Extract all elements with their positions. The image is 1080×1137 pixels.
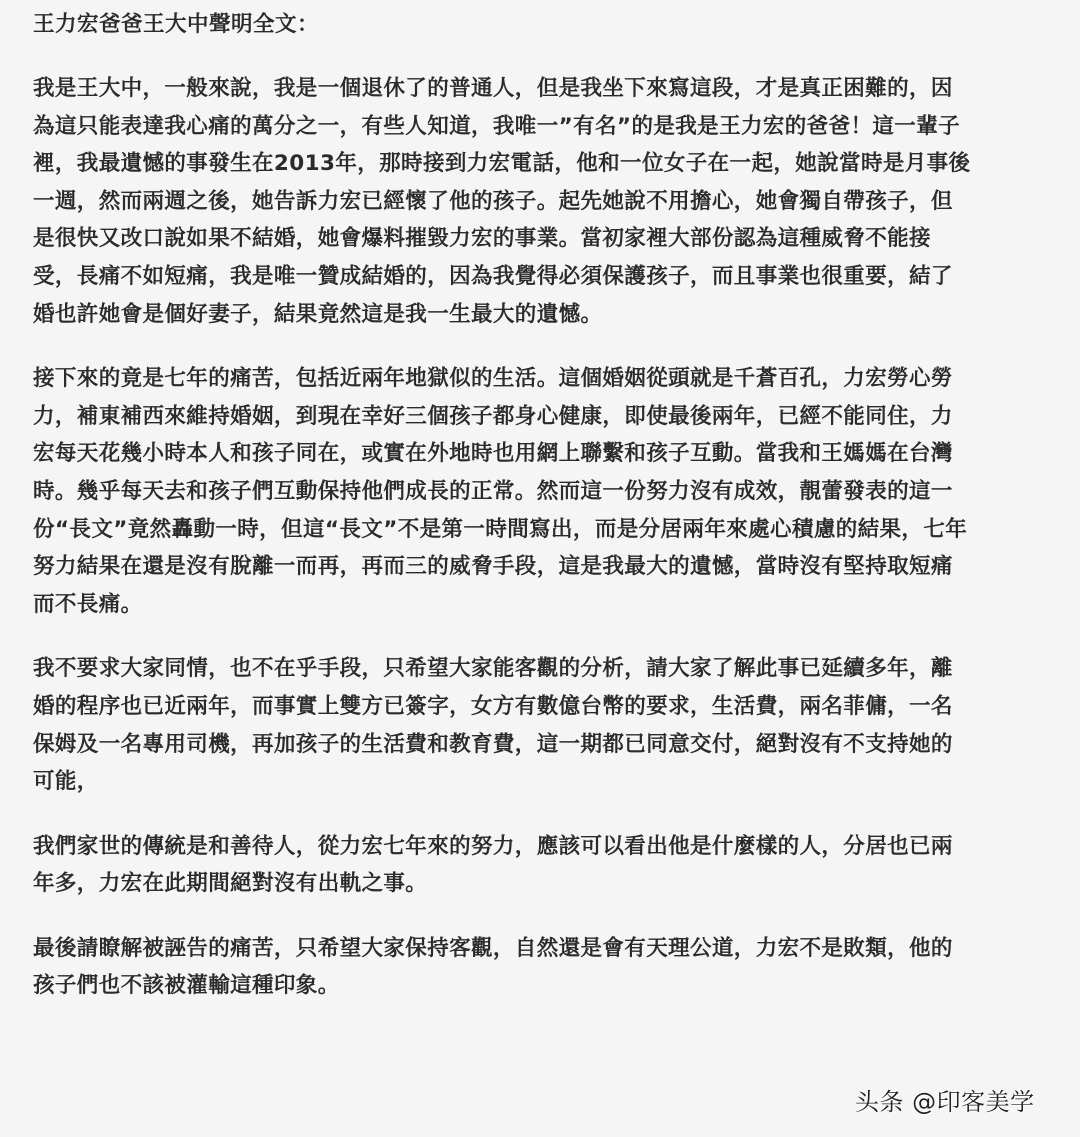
- text-line: 婚也許她會是個好妻子，結果竟然這是我一生最大的遺憾。: [33, 301, 603, 327]
- text-line: 可能，: [33, 769, 99, 795]
- text-line: 我是王大中，一般來說，我是一個退休了的普通人，但是我坐下來寫這段，才是真正困難的，因: [33, 76, 953, 101]
- statement-document: [33, 6, 1058, 1032]
- text-line: 年多，力宏在此期間絕對沒有出軌之事。: [33, 871, 428, 897]
- text-line: 宏每天花幾小時本人和孩子同在，或實在外地時也用網上聯繫和孩子互動。當我和王媽媽在台灣: [33, 441, 953, 467]
- text-line: 而不長痛。: [33, 591, 143, 617]
- text-line: 我不要求大家同情，也不在乎手段，只希望大家能客觀的分析，請大家了解此事已延續多年，離: [33, 656, 953, 682]
- text-line: 裡，我最遺憾的事發生在2013年，那時接到力宏電話，他和一位女子在一起，她說當時是月事後: [33, 151, 971, 177]
- text-line: 是很快又改口說如果不結婚，她會爆料摧毀力宏的事業。當初家裡大部份認為這種威脅不能接: [33, 226, 931, 252]
- paragraph-5: [33, 930, 1058, 1005]
- text-line: 一週，然而兩週之後，她告訴力宏已經懷了他的孩子。起先她說不用擔心，她會獨自帶孩子，但: [33, 188, 953, 214]
- document-title: 王力宏爸爸王大中聲明全文：: [33, 12, 320, 37]
- text-line: 受，長痛不如短痛，我是唯一贊成結婚的，因為我覺得必須保護孩子，而且事業也很重要，結了: [33, 263, 953, 289]
- text-line: 接下來的竟是七年的痛苦，包括近兩年地獄似的生活。這個婚姻從頭就是千蒼百孔，力宏勞心勞: [33, 366, 953, 392]
- text-line: 時。幾乎每天去和孩子們互動保持他們成長的正常。然而這一份努力沒有成效，靚蕾發表的這一: [33, 478, 953, 504]
- text-line: 份“長文”竟然轟動一時，但這“長文”不是第一時間寫出，而是分居兩年來處心積慮的結果，七年: [33, 516, 968, 542]
- paragraph-2: [33, 360, 1058, 623]
- watermark: 头条 @印客美学: [855, 1088, 1035, 1116]
- text-line: 婚的程序也已近兩年，而事實上雙方已簽字，女方有數億台幣的要求，生活費，兩名菲傭，一名: [33, 693, 953, 719]
- text-line: 孩子們也不該被灌輸這種印象。: [33, 973, 340, 999]
- text-line: 保姆及一名專用司機，再加孩子的生活費和教育費，這一期都已同意交付，絕對沒有不支持她的: [33, 731, 953, 757]
- text-line: 努力結果在還是沒有脫離一而再，再而三的威脅手段，這是我最大的遺憾，當時沒有堅持取短痛: [33, 554, 953, 580]
- paragraph-4: [33, 828, 1058, 903]
- text-line: 我們家世的傳統是和善待人，從力宏七年來的努力，應該可以看出他是什麼樣的人，分居也已兩: [33, 833, 953, 859]
- paragraph-3: [33, 650, 1058, 800]
- text-line: 力，補東補西來維持婚姻，到現在幸好三個孩子都身心健康，即使最後兩年，已經不能同住，力: [33, 403, 953, 429]
- paragraph-1: [33, 70, 1058, 333]
- text-line: 最後請瞭解被誣告的痛苦，只希望大家保持客觀，自然還是會有天理公道，力宏不是敗類，他的: [33, 935, 953, 961]
- text-line: 為這只能表達我心痛的萬分之一，有些人知道，我唯一”有名”的是我是王力宏的爸爸！這一輩子: [33, 113, 960, 139]
